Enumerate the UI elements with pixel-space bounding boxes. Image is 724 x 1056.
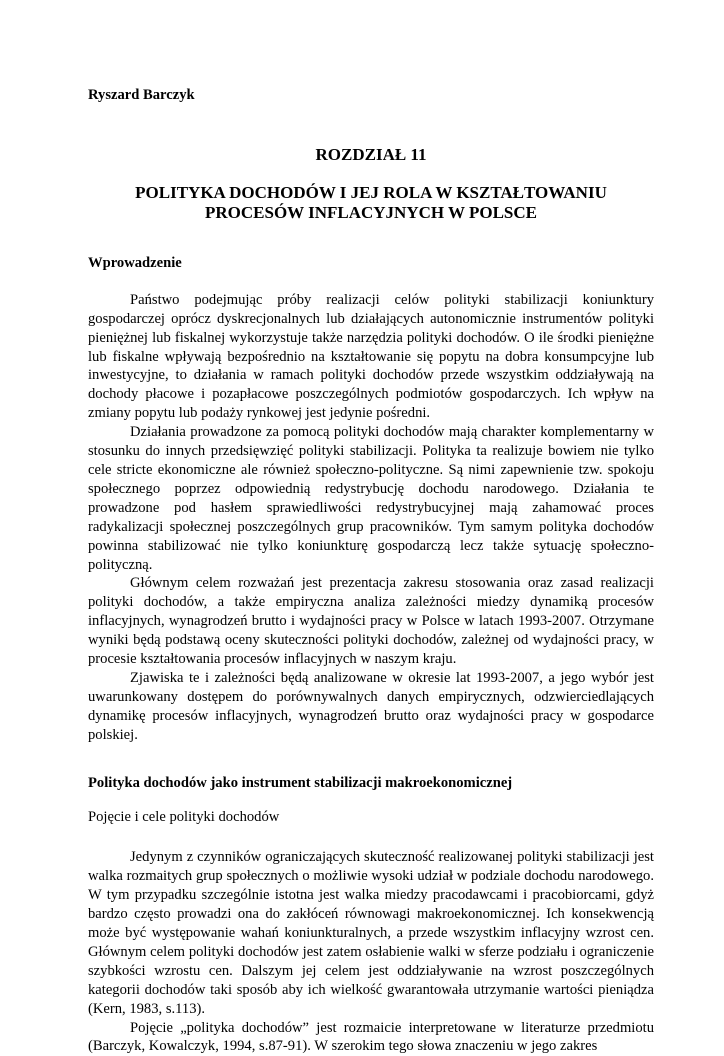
chapter-title-line-2: PROCESÓW INFLACYJNYCH W POLSCE [204,202,538,222]
author-name: Ryszard Barczyk [88,87,195,103]
chapter-title-line-1: POLITYKA DOCHODÓW I JEJ ROLA W KSZTAŁTOWANIU [135,182,607,202]
intro-paragraph: Państwo podejmując próby realizacji celów polityki stabilizacji koniunktury gospodarczej oprócz dyskrecjonalnych lub działających autonomicznie instrumentów polityki pieniężnej lub fiskalnej wykorzystuje także narzędzia polityki dochodów. O ile środki pieniężne lub fiskalne wpływają bezpośrednio na kształtowanie się popytu na dobra konsumpcyjne lub inwestycyjne, to działania w ramach polityki dochodów przede wszystkim oddziaływają na dochody płacowe i pozapłacowe poszczególnych podmiotów gospodarczych. Ich wpływ na zmiany popytu lub podaży rynkowej jest jedynie pośredni. [88,291,654,422]
chapter-number: ROZDZIAŁ 11 [315,144,427,164]
intro-paragraph: Działania prowadzone za pomocą polityki dochodów mają charakter komplementarny w stosunku do innych przedsięwzięć polityki stabilizacji. Polityka ta realizuje bowiem nie tylko cele stricte ekonomiczne ale również społeczno-polityczne. Są nimi zapewnienie tzw. spokoju społecznego poprzez odpowiednią redystrybucję dochodu narodowego. Działania te prowadzone pod hasłem sprawiedliwości redystrybucyjnej mają zahamować proces radykalizacji społecznej poszczególnych grup pracowników. Tym samym polityka dochodów powinna stabilizować nie tylko koniunkturę gospodarczą lecz także sytuację społeczno-polityczną. [88,424,654,573]
section-body [88,848,654,1056]
section-subheading: Pojęcie i cele polityki dochodów [88,809,280,826]
section-paragraph: Jedynym z czynników ograniczających skuteczność realizowanej polityki stabilizacji jest walka rozmaitych grup społecznych o możliwie wysoki udział w podziale dochodu narodowego. W tym przypadku szczególnie istotna jest walka miedzy pracodawcami i pracobiorcami, gdyż bardzo często prowadzi ona do zakłóceń równowagi makroekonomicznej. Ich konsekwencją może być występowanie wahań koniunkturalnych, a przede wszystkim inflacyjny wzrost cen. Głównym celem polityki dochodów jest zatem osłabienie walki w sferze podziału i ograniczenie szybkości wzrostu cen. Dalszym jej celem jest oddziaływanie na wzrost poszczególnych kategorii dochodów taki sposób aby ich wielkość gwarantowała utrzymanie wartości pieniądza (Kern, 1983, s.113). [88,849,654,1017]
intro-heading: Wprowadzenie [88,254,182,271]
intro-paragraph: Głównym celem rozważań jest prezentacja zakresu stosowania oraz zasad realizacji polityki dochodów, a także empiryczna analiza zależności miedzy dynamiką procesów inflacyjnych, wynagrodzeń brutto i wydajności pracy w Polsce w latach 1993-2007. Otrzymane wyniki będą podstawą oceny skuteczności polityki dochodów, zależnej od wydajności pracy, w procesie kształtowania procesów inflacyjnych w naszym kraju. [88,575,654,668]
chapter-title [88,183,654,223]
document-page [88,86,654,1056]
section-paragraph: Pojęcie „polityka dochodów” jest rozmaicie interpretowane w literaturze przedmiotu (Barczyk, Kowalczyk, 1994, s.87-91). W szerokim tego słowa znaczeniu w jego zakres [88,1019,654,1055]
intro-paragraph: Zjawiska te i zależności będą analizowane w okresie lat 1993-2007, a jego wybór jest uwarunkowany dostępem do porównywalnych danych empirycznych, odzwierciedlających dynamikę procesów inflacyjnych, wynagrodzeń brutto oraz wydajności pracy w gospodarce polskiej. [88,669,654,743]
section-heading: Polityka dochodów jako instrument stabilizacji makroekonomicznej [88,774,513,791]
intro-body [88,291,654,745]
